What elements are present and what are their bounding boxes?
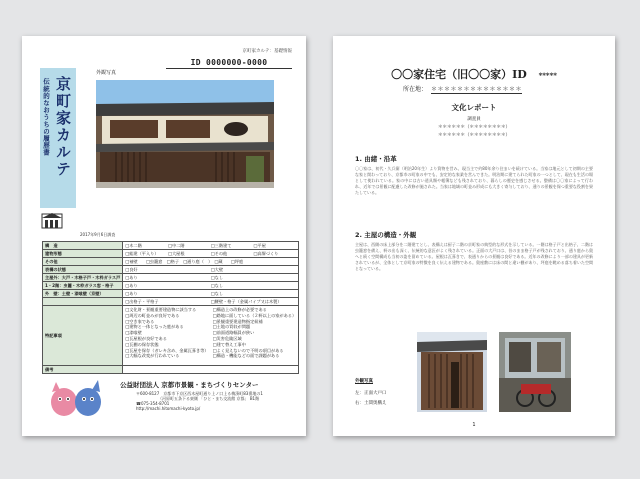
address-line: （河原町五条下る東側 「ひと・まち交流館 京都」 B1階 (136, 396, 260, 401)
section-paragraph: 主屋は、西側の床上部分を二階建てとし、表構えは厨子二階の京町家の典型的な形式を示している。一階は格子戸と出格子、二階は虫籠窓を備え、軒の出も深く、伝統的な意匠がよく残されている。正面の大戸口は、昔のまま格子戸が残されており、通り庭から奥へと続く空間構成も当初の姿を留めている。屋根は瓦葺きで、表通りからの景観は良好である。近年の改修により一部の建具が更新されているが、全体として京町家の特徴を良く伝える建物である。奥座敷には床の間と違い棚があり、坪庭を眺める落ち着いた空間となっている。 (355, 242, 593, 271)
checkbox-option[interactable]: □路地に面している（２軒以上の家がある） (212, 312, 297, 318)
checkbox-option[interactable]: □総建（平入り） (125, 250, 159, 256)
checkbox-option[interactable]: □建て替え工事中 (212, 341, 246, 347)
form-label: 構 造 (43, 242, 123, 250)
form-label: 主屋外：大戸・木格子戸・木枠ガラス戸 (43, 274, 123, 282)
house-id-stars: ***** (538, 71, 557, 80)
checkbox-option[interactable]: □景観重要建造物指定候補 (212, 318, 263, 324)
form-label: 1・2階：虫籠・木枠ガラス窓・格子 (43, 282, 123, 290)
checkbox-option[interactable]: □大壁 (210, 266, 224, 272)
form-row-special-notes (43, 306, 299, 366)
checkbox-option[interactable]: □平屋 (253, 242, 266, 248)
checkbox-option[interactable]: □建物と一体となった庭がある (125, 324, 184, 330)
checkbox-option[interactable]: □中二階 (167, 242, 185, 248)
form-row-walls (43, 290, 299, 298)
form-label: 建物形態 (43, 250, 123, 258)
phone-number: ☎075-354-8701 (136, 401, 170, 406)
photo-label: 外観写真 (96, 70, 117, 76)
address-label: 所在地： (403, 86, 428, 93)
section-heading: 2. 主屋の構造・外観 (355, 231, 417, 239)
address-line: 〒600-8127 京都市下京区西木屋町通り上ノ口上る梅湊町83番地の1 (136, 391, 263, 396)
checkbox-option[interactable]: □その他 (210, 250, 228, 256)
address-value: ＊＊＊＊＊＊＊＊＊＊＊＊＊＊ (431, 86, 523, 93)
checkbox-option[interactable]: □なし (210, 282, 224, 288)
organization-name: 公益財団法人 京都市景観・まちづくりセンター (120, 381, 259, 389)
form-row-building-type (43, 250, 299, 258)
checkbox-option[interactable]: □空き家である (125, 318, 155, 324)
karte-subtitle: 伝統的なおうちの履歴書 (42, 78, 50, 157)
checkbox-option[interactable]: □周辺の町並みが良好である (125, 312, 180, 318)
form-label: その他 (43, 258, 123, 266)
karte-title: 京町家カルテ (54, 76, 72, 178)
form-label: 外 壁：土壁・漆喰壁（京壁） (43, 290, 123, 298)
survey-form-table (42, 241, 299, 374)
report-title: 文化レポート (451, 103, 497, 112)
checkbox-option[interactable]: □袖壁 □虫籠窓 □格子 □通り庭（ ） □蔵 □坪庭 (123, 258, 299, 266)
checkbox-option[interactable]: □なし (210, 274, 224, 280)
checkbox-option[interactable]: □三階建て (210, 242, 232, 248)
footer (40, 376, 296, 428)
form-row-windows (43, 282, 299, 290)
form-label: 備考 (43, 366, 123, 374)
checkbox-option[interactable]: □高塀づくり (253, 250, 279, 256)
form-row-remarks (43, 366, 299, 374)
photo-caption: 左：正面大戸口 (355, 391, 387, 396)
checkbox-option[interactable]: □前面道路幅員が狭い (212, 330, 255, 336)
title-box (40, 68, 76, 208)
checkbox-option[interactable]: □災害危険区域 (212, 335, 242, 341)
house-title: 〇〇家住宅（旧〇〇家）ID (391, 68, 527, 81)
id-field: ID 0000000-0000 (166, 58, 292, 69)
form-label (43, 298, 123, 306)
house-title-line (333, 66, 615, 82)
entrance-photo (417, 332, 487, 412)
checkbox-option[interactable]: □大幅な改変が行われている (125, 353, 180, 359)
checkbox-option[interactable]: □瓦屋を保存（ガレキ含め、金属瓦葺き等） (125, 347, 209, 353)
website-link[interactable]: http://machi.hitomachi-kyoto.jp/ (136, 406, 201, 411)
checkbox-option[interactable]: □あり (125, 282, 138, 288)
checkbox-option[interactable]: □漆喰壁 (125, 330, 142, 336)
checkbox-option[interactable]: □木二階 (125, 242, 142, 248)
checkbox-option[interactable]: □良好 (125, 266, 138, 272)
form-row-structure (43, 242, 299, 250)
checkbox-option[interactable]: □大屋根 (167, 250, 185, 256)
page-number: 1 (472, 422, 476, 428)
remarks-field[interactable] (123, 366, 299, 374)
checkbox-option[interactable]: □よく見えないので不明の項目がある (212, 347, 284, 353)
address-line (403, 84, 522, 94)
author-name: ＊＊＊＊＊＊（＊＊＊＊＊＊＊＊） (438, 125, 510, 130)
checkbox-option[interactable]: □出格子・平格子 (125, 298, 159, 304)
photo-caption-title: 外観写真 (355, 379, 373, 384)
author-block (333, 116, 615, 140)
header-small-text: 京町家カルテ：基礎情報 (242, 49, 292, 54)
form-label: 表構の状態 (43, 266, 123, 274)
form-label: 特記事項 (43, 306, 123, 366)
section-paragraph: 〇〇家は、初代・久兵衛（明治20年生）より質物を営み、現当主で約80年余り住まいを続けている。当家は地元として初期の主要な家と関わっており、京都市の町家の中でも、安定的な家業を営んできた。明治期に建てられた町家の一つとして、現在も生活の場として使われている。家の中には古い道具類や帳簿なども残されており、暮らしの歴史を感じさせる。整備は〇〇家によって行われ、近年では景観に配慮した改修が施された。当家は地域の町並み形成にも大きく寄与しており、通りの景観を保つ重要な役割を果たしている。 (355, 166, 593, 195)
checkbox-option[interactable]: □土地の買収が問題 (212, 324, 251, 330)
checkbox-option[interactable]: □あり (125, 274, 138, 280)
checkbox-option[interactable]: □瓦棚の保存状態 (125, 341, 159, 347)
checkbox-option[interactable]: □腰壁・格子（金属パイプ又は木製） (210, 298, 282, 304)
author-label: 調査員 (467, 117, 481, 122)
organization-address (136, 391, 263, 411)
karte-cover-page (22, 36, 306, 436)
checkbox-option[interactable]: □瓦屋根が良好である (125, 335, 167, 341)
author-name: ＊＊＊＊＊＊（＊＊＊＊＊＊＊＊） (438, 133, 510, 138)
survey-date: 2017年9月6日調査 (80, 232, 116, 237)
culture-report-page (333, 36, 615, 436)
checkbox-option[interactable]: □なし (210, 290, 224, 296)
form-row-main-door (43, 274, 299, 282)
checkbox-option[interactable]: □構造・機能などの面で課題がある (212, 353, 280, 359)
exterior-photo (96, 80, 274, 188)
form-row-facade-condition (43, 266, 299, 274)
form-row-lattice (43, 298, 299, 306)
checkbox-option[interactable]: □構造上の改修が必要である (212, 307, 267, 312)
photo-caption: 右：土間奥構え (355, 401, 387, 406)
section-heading: 1. 由緒・沿革 (355, 155, 397, 163)
mascot-characters-icon (46, 378, 106, 422)
machiya-logo-icon (40, 212, 64, 230)
interior-photo (499, 332, 571, 412)
checkbox-option[interactable]: □あり (125, 290, 138, 296)
checkbox-option[interactable]: □文化財・景観重要建造物に該当する (125, 307, 197, 312)
form-row-other (43, 258, 299, 266)
